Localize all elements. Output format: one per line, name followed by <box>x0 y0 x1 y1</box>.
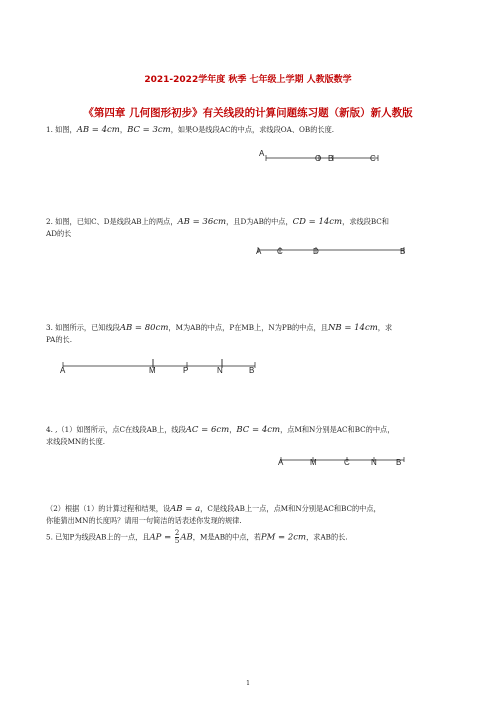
point-label-b: B <box>396 458 402 467</box>
question-1: 1. 如图，AB = 4cm，BC = 3cm，如果O是线段AC的中点，求线段OA、OB的长度. <box>46 125 335 135</box>
question-3: 3. 如图所示，已知线段AB = 80cm，M为AB的中点，P在MB上，N为PB的中点，且NB = 14cm，求 PA的长. <box>46 323 393 344</box>
point-label-a: A <box>60 366 66 375</box>
point-label-b: B <box>249 366 255 375</box>
question-2: 2. 如图，已知C、D是线段AB上的两点，AB = 36cm，且D为AB的中点，CD = 14cm，求线段BC和 AD的长 <box>46 217 389 238</box>
question-4: 4. ,（1）如图所示，点C在线段AB上，线段AC = 6cm，BC = 4cm，点M和N分别是AC和BC的中点， 求线段MN的长度. <box>46 425 395 446</box>
point-label-n: N <box>371 458 377 467</box>
question-5: 5. 已知P为线段AB上的一点，且AP = $\frac{2}{5}$ AB，M是AB的中点，若PM = 2cm，求AB的长. <box>46 529 348 545</box>
segment-diagram-1 <box>262 150 382 169</box>
point-label-d: D <box>313 247 319 256</box>
document-subtitle: 《第四章 几何图形初步》有关线段的计算问题练习题（新版）新人教版 <box>83 107 413 119</box>
point-label-m: M <box>310 458 317 467</box>
point-label-a: A <box>256 247 262 256</box>
point-label-a: A <box>278 458 284 467</box>
segment-diagram-4 <box>280 450 406 469</box>
question-4-part-2: （2）根据（1）的计算过程和结果，设AB = a，C是线段AB上一点，点M和N分别是AC和BC的中点， 你能猜出MN的长度吗？请用一句简洁的话表述你发现的规律. <box>46 504 381 525</box>
point-label-c: C <box>370 154 376 163</box>
point-label-c: C <box>344 458 350 467</box>
point-label-b: B <box>400 247 406 256</box>
math-bc: BC = 3cm <box>127 125 171 135</box>
point-label-a: A <box>259 149 265 158</box>
point-label-n: N <box>217 366 223 375</box>
point-label-b: B <box>328 154 334 163</box>
math-ab: AB = 4cm <box>76 125 120 135</box>
point-label-m: M <box>149 366 156 375</box>
point-label-p: P <box>183 366 189 375</box>
segment-diagram-3 <box>62 356 258 375</box>
point-label-o: O <box>315 154 322 163</box>
fraction-two-fifths: $\frac{2}{5}$ <box>174 529 180 545</box>
point-label-c: C <box>277 247 283 256</box>
page-number: 1 <box>246 680 250 687</box>
document-title: 2021-2022学年度 秋季 七年级上学期 人教版数学 <box>144 75 352 85</box>
